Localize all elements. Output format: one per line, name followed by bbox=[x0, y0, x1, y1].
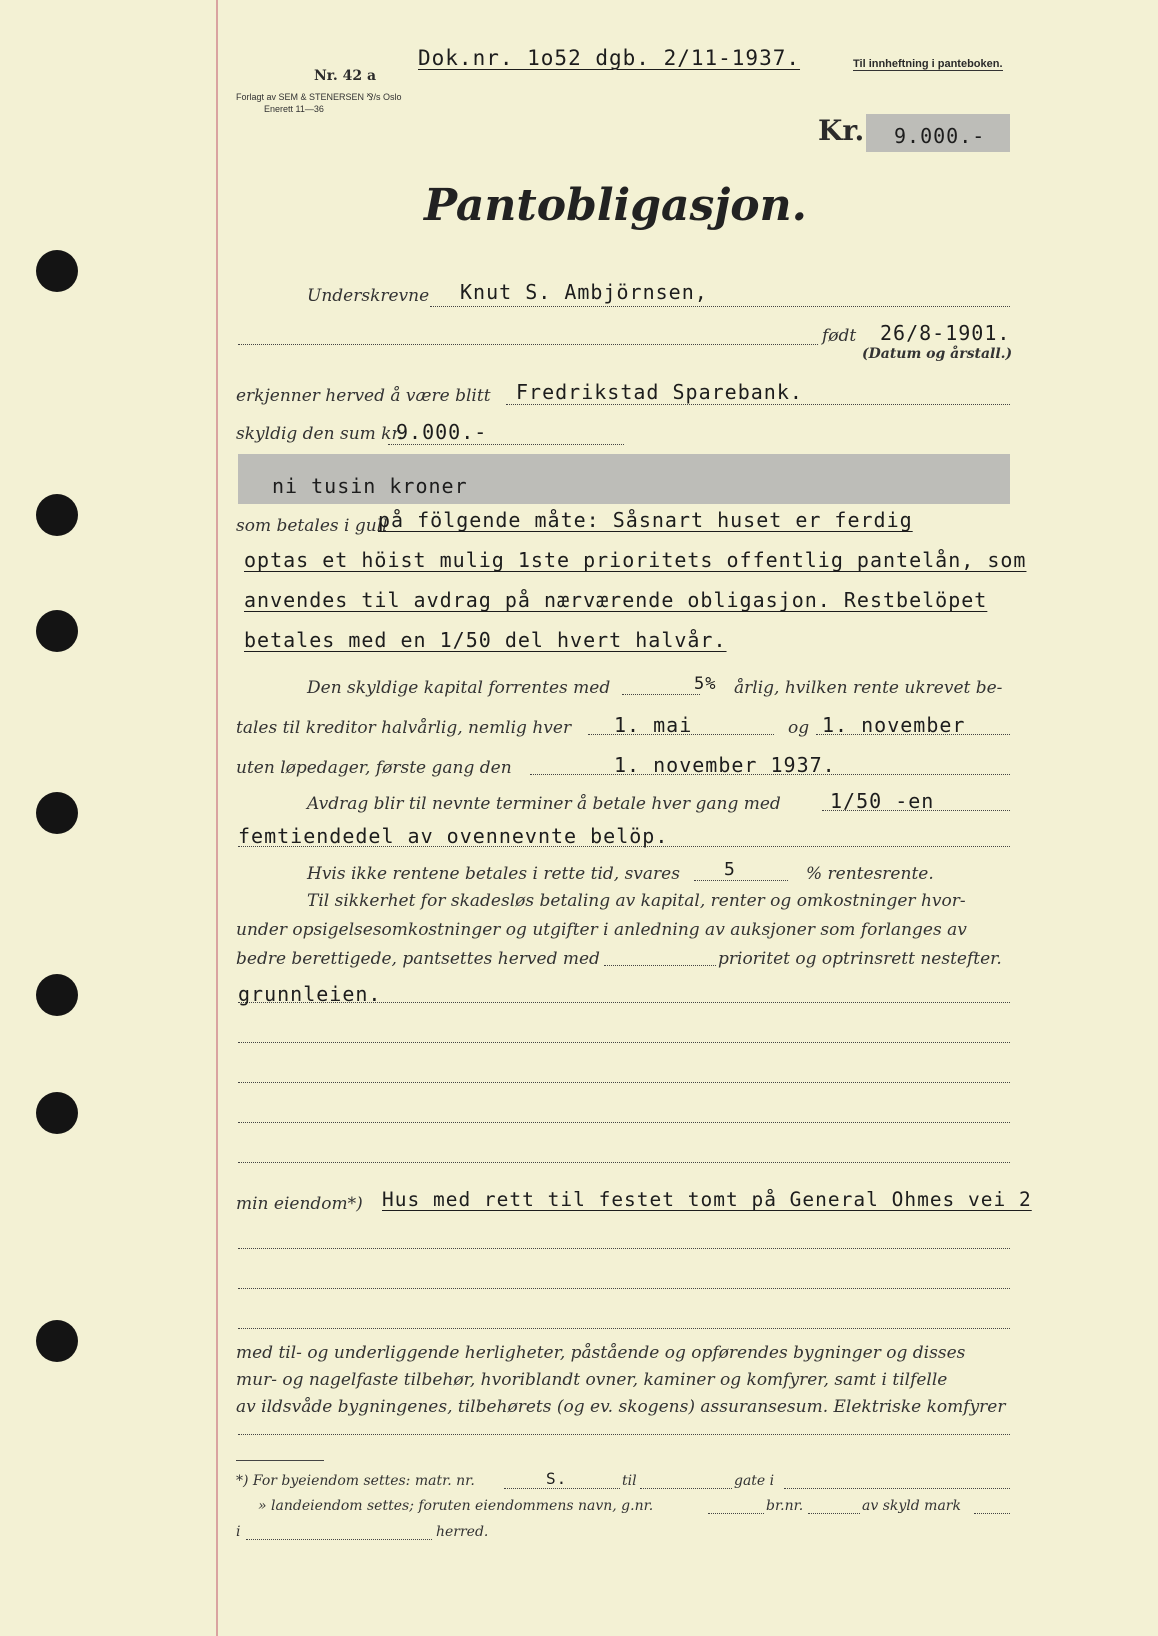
dotted-line bbox=[708, 1513, 764, 1514]
kr-label: Kr. bbox=[818, 114, 865, 147]
installment-value: 1/50 -en bbox=[830, 789, 935, 813]
dotted-line bbox=[784, 1488, 1010, 1489]
acknowledges-label: erkjenner herved å være blitt bbox=[236, 386, 491, 406]
born-value: 26/8-1901. bbox=[880, 321, 1011, 345]
security-line-3: bedre berettigede, pantsettes herved med bbox=[236, 949, 600, 969]
footnote-line-1: *) For byeiendom settes: matr. nr. bbox=[236, 1473, 475, 1489]
amount-words: ni tusin kroner bbox=[272, 474, 468, 498]
publisher-line-2: Enerett 11—36 bbox=[264, 104, 324, 114]
payment-line: optas et höist mulig 1ste prioritets offentlig pantelån, som bbox=[244, 548, 1027, 572]
dotted-line bbox=[238, 1122, 1010, 1123]
owes-label: skyldig den sum kr. bbox=[236, 424, 404, 444]
payment-line: på fölgende måte: Såsnart huset er ferdig bbox=[378, 508, 913, 532]
dotted-line bbox=[238, 1042, 1010, 1043]
installment-line: Avdrag blir til nevnte terminer å betale hver gang med bbox=[307, 794, 781, 814]
undersigned-value: Knut S. Ambjörnsen, bbox=[460, 280, 708, 304]
dotted-line bbox=[640, 1488, 732, 1489]
dotted-line bbox=[238, 1288, 1010, 1289]
binding-note: Til innheftning i panteboken. bbox=[853, 58, 1003, 70]
born-hint: (Datum og årstall.) bbox=[862, 346, 1013, 362]
margin-rule bbox=[216, 0, 218, 1636]
installment-words: femtiendedel av ovennevnte belöp. bbox=[238, 824, 669, 848]
footnote-line-1d: gate i bbox=[734, 1473, 775, 1489]
property-label: min eiendom*) bbox=[236, 1194, 363, 1214]
interest-date-1: 1. mai bbox=[614, 713, 693, 737]
dotted-line bbox=[506, 404, 1010, 405]
dotted-line bbox=[238, 1328, 1010, 1329]
payment-line: anvendes til avdrag på nærværende obligasjon. Restbelöpet bbox=[244, 588, 988, 612]
footnote-line-2b: br.nr. bbox=[766, 1498, 804, 1514]
payment-label: som betales i gull bbox=[236, 516, 388, 536]
interest-line-1: Den skyldige kapital forrentes med bbox=[307, 678, 611, 698]
dotted-line bbox=[238, 1248, 1010, 1249]
dotted-line bbox=[604, 965, 716, 966]
dotted-line bbox=[388, 444, 624, 445]
footnote-matr-value: S. bbox=[546, 1469, 568, 1488]
dotted-line bbox=[238, 1082, 1010, 1083]
dotted-line bbox=[694, 880, 788, 881]
interest-rate: 5% bbox=[694, 674, 717, 694]
dotted-line bbox=[238, 1434, 1010, 1435]
payment-line: betales med en 1/50 del hvert halvår. bbox=[244, 628, 727, 652]
punch-hole bbox=[36, 494, 78, 536]
punch-hole bbox=[36, 974, 78, 1016]
dotted-line bbox=[974, 1513, 1010, 1514]
punch-hole bbox=[36, 1320, 78, 1362]
interest-line-2: tales til kreditor halvårlig, nemlig hver bbox=[236, 718, 572, 738]
footnote-line-1c: til bbox=[622, 1473, 637, 1489]
footnote-line-2: » landeiendom settes; foruten eiendommens navn, g.nr. bbox=[258, 1498, 654, 1514]
appurtenances-line-2: mur- og nagelfaste tilbehør, hvoriblandt ovner, kaminer og komfyrer, samt i tilfelle bbox=[236, 1370, 948, 1390]
dotted-line bbox=[246, 1539, 432, 1540]
footnote-rule bbox=[236, 1460, 324, 1461]
punch-hole bbox=[36, 610, 78, 652]
security-value: grunnleien. bbox=[238, 982, 382, 1006]
undersigned-label: Underskrevne bbox=[307, 286, 430, 306]
dotted-line bbox=[504, 1488, 620, 1489]
creditor-value: Fredrikstad Sparebank. bbox=[516, 380, 803, 404]
dotted-line bbox=[622, 694, 700, 695]
interest-line-3: uten løpedager, første gang den bbox=[236, 758, 512, 778]
dotted-line bbox=[238, 344, 818, 345]
property-value: Hus med rett til festet tomt på General Ohmes vei 2 bbox=[382, 1188, 1032, 1211]
kr-amount: 9.000.- bbox=[894, 124, 986, 148]
publisher-line-1: Forlagt av SEM & STENERSEN ⅋/s Oslo bbox=[236, 92, 402, 102]
document-reference: Dok.nr. 1o52 dgb. 2/11-1937. bbox=[418, 46, 801, 70]
punch-hole bbox=[36, 1092, 78, 1134]
security-line-2: under opsigelsesomkostninger og utgifter i anledning av auksjoner som forlanges av bbox=[236, 920, 967, 940]
penalty-line: Hvis ikke rentene betales i rette tid, svares bbox=[307, 864, 680, 884]
security-line-1: Til sikkerhet for skadesløs betaling av kapital, renter og omkostninger hvor- bbox=[307, 891, 966, 911]
born-label: født bbox=[822, 326, 857, 346]
dotted-line bbox=[238, 1162, 1010, 1163]
penalty-line-b: % rentesrente. bbox=[806, 864, 934, 884]
first-payment-date: 1. november 1937. bbox=[614, 753, 836, 777]
footnote-line-2c: av skyld mark bbox=[862, 1498, 961, 1514]
dotted-line bbox=[808, 1513, 860, 1514]
penalty-rate: 5 bbox=[724, 859, 736, 880]
form-number: Nr. 42 a bbox=[314, 68, 377, 84]
interest-og: og bbox=[788, 718, 810, 738]
page-title: Pantobligasjon. bbox=[424, 180, 807, 231]
security-line-3b: prioritet og optrinsrett nestefter. bbox=[718, 949, 1002, 969]
interest-line-1b: årlig, hvilken rente ukrevet be- bbox=[734, 678, 1003, 698]
appurtenances-line-3: av ildsvåde bygningenes, tilbehørets (og ev. skogens) assuransesum. Elektriske komfyrer bbox=[236, 1397, 1006, 1417]
dotted-line bbox=[430, 306, 1010, 307]
owes-value: 9.000.- bbox=[396, 420, 488, 444]
footnote-line-3: i bbox=[236, 1524, 241, 1540]
interest-date-2: 1. november bbox=[822, 713, 966, 737]
punch-hole bbox=[36, 250, 78, 292]
footnote-line-3b: herred. bbox=[436, 1524, 489, 1540]
appurtenances-line-1: med til- og underliggende herligheter, påstående og opførendes bygninger og disses bbox=[236, 1343, 966, 1363]
punch-hole bbox=[36, 792, 78, 834]
